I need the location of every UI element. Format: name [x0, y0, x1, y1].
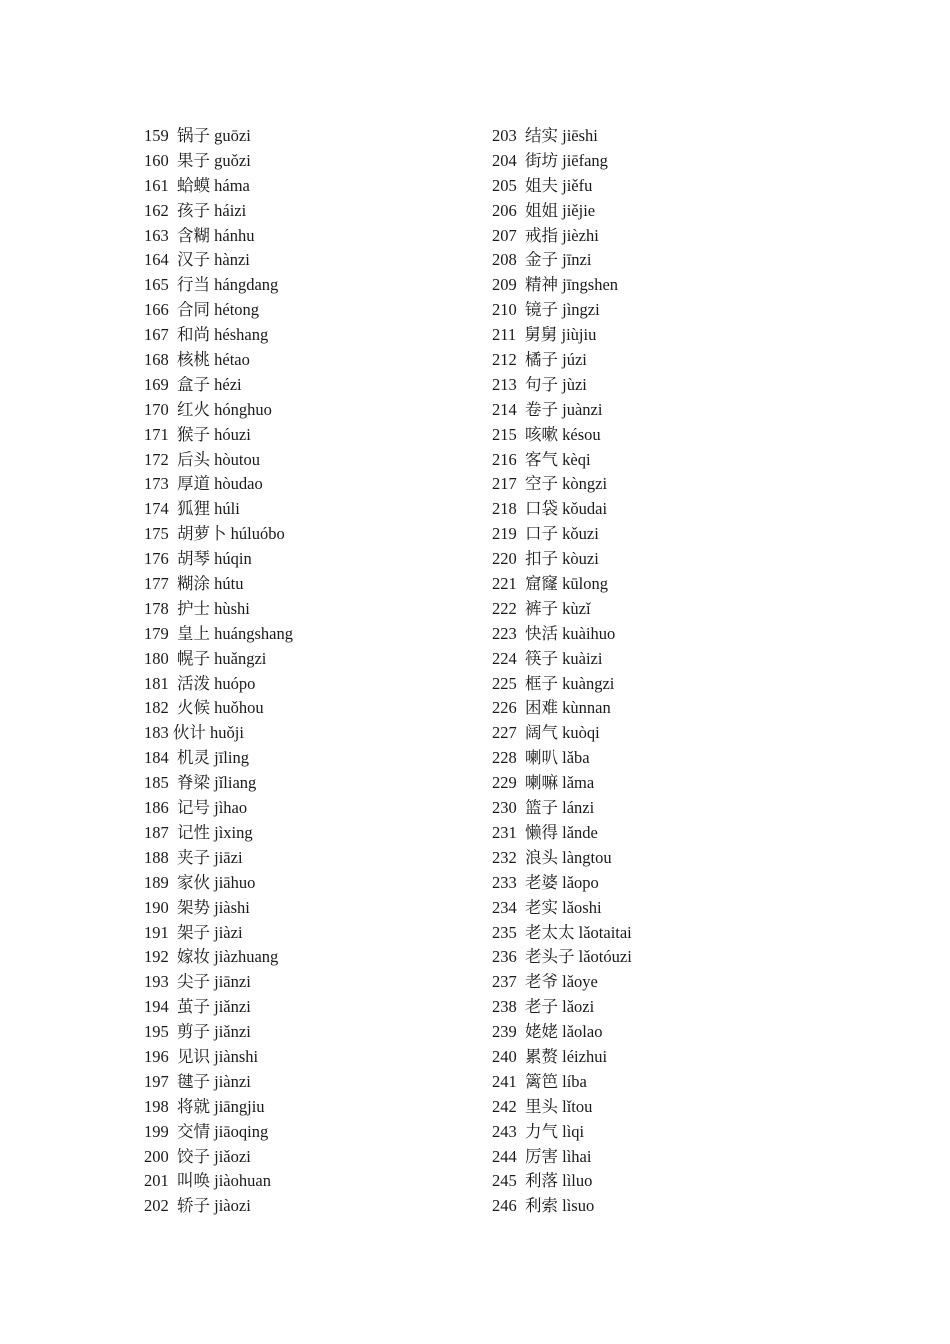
word-entry	[144, 622, 504, 647]
word-entry-text: 232 浪头 làngtou	[492, 847, 612, 867]
word-entry-text: 214 卷子 juànzi	[492, 399, 603, 419]
word-entry-text: 206 姐姐 jiějie	[492, 200, 596, 220]
word-entry-text: 241 篱笆 líba	[492, 1071, 587, 1091]
word-entry-text: 188 夹子 jiāzi	[144, 847, 243, 867]
word-entry	[144, 945, 504, 970]
word-entry	[492, 572, 852, 597]
word-entry-text: 224 筷子 kuàizi	[492, 648, 603, 668]
word-entry	[144, 647, 504, 672]
word-entry-text: 175 胡萝卜 húluóbo	[144, 524, 285, 544]
word-entry-text: 237 老爷 lǎoye	[492, 972, 598, 992]
word-entry	[144, 1169, 504, 1194]
word-entry-text: 223 快活 kuàihuo	[492, 623, 616, 643]
word-entry	[144, 472, 504, 497]
left-word-column	[144, 124, 504, 1219]
word-entry-text: 209 精神 jīngshen	[492, 275, 619, 295]
word-entry-text: 216 客气 kèqi	[492, 449, 591, 469]
word-entry	[144, 348, 504, 373]
word-entry-text: 225 框子 kuàngzi	[492, 673, 615, 693]
word-entry-text: 162 孩子 háizi	[144, 200, 247, 220]
word-entry	[144, 572, 504, 597]
word-entry-text: 167 和尚 héshang	[144, 325, 269, 345]
word-entry-text: 211 舅舅 jiùjiu	[492, 325, 597, 345]
word-entry	[492, 970, 852, 995]
word-entry	[492, 124, 852, 149]
word-entry	[144, 1095, 504, 1120]
word-entry-text: 218 口袋 kǒudai	[492, 499, 608, 519]
word-entry	[492, 1169, 852, 1194]
word-entry-text: 187 记性 jìxing	[144, 822, 253, 842]
word-entry-text: 227 阔气 kuòqi	[492, 723, 600, 743]
word-entry-text: 184 机灵 jīling	[144, 748, 249, 768]
word-entry-text: 244 厉害 lìhai	[492, 1146, 592, 1166]
word-entry-text: 171 猴子 hóuzi	[144, 424, 251, 444]
word-entry-text: 177 糊涂 hútu	[144, 574, 244, 594]
word-entry	[492, 1194, 852, 1219]
word-entry	[144, 373, 504, 398]
word-entry-text: 165 行当 hángdang	[144, 275, 279, 295]
word-entry	[144, 796, 504, 821]
word-entry-text: 207 戒指 jièzhi	[492, 225, 599, 245]
word-entry-text: 185 脊梁 jǐliang	[144, 773, 257, 793]
word-entry-text: 203 结实 jiēshi	[492, 126, 598, 145]
word-entry-text: 178 护士 hùshi	[144, 598, 250, 618]
word-entry	[492, 199, 852, 224]
word-entry	[144, 696, 504, 721]
word-entry	[492, 149, 852, 174]
word-entry	[492, 1070, 852, 1095]
word-entry	[492, 896, 852, 921]
word-entry	[144, 771, 504, 796]
word-entry	[144, 871, 504, 896]
word-entry-text: 195 剪子 jiǎnzi	[144, 1022, 251, 1042]
word-entry-text: 202 轿子 jiàozi	[144, 1196, 251, 1216]
word-entry-text: 172 后头 hòutou	[144, 449, 260, 469]
word-entry-text: 179 皇上 huángshang	[144, 623, 293, 643]
word-entry-text: 221 窟窿 kūlong	[492, 574, 608, 594]
word-entry-text: 181 活泼 huópo	[144, 673, 256, 693]
word-entry-text: 215 咳嗽 késou	[492, 424, 601, 444]
word-entry	[144, 672, 504, 697]
word-entry	[492, 622, 852, 647]
word-entry-text: 212 橘子 júzi	[492, 350, 587, 370]
word-entry-text: 243 力气 lìqi	[492, 1121, 585, 1141]
word-entry-text: 180 幌子 huǎngzi	[144, 648, 267, 668]
word-entry	[492, 547, 852, 572]
word-entry	[492, 771, 852, 796]
word-entry	[144, 746, 504, 771]
word-entry	[144, 547, 504, 572]
word-entry	[492, 348, 852, 373]
word-entry	[492, 597, 852, 622]
word-entry	[144, 423, 504, 448]
word-entry-text: 231 懒得 lǎnde	[492, 822, 598, 842]
word-entry	[492, 647, 852, 672]
word-entry	[492, 796, 852, 821]
word-entry-text: 159 锅子 guōzi	[144, 126, 251, 145]
word-entry	[492, 746, 852, 771]
word-entry-text: 200 饺子 jiǎozi	[144, 1146, 251, 1166]
word-entry-text: 234 老实 lǎoshi	[492, 897, 602, 917]
word-entry	[144, 398, 504, 423]
word-entry	[144, 921, 504, 946]
word-entry	[492, 497, 852, 522]
word-entry	[144, 1045, 504, 1070]
word-entry	[492, 921, 852, 946]
word-entry	[492, 174, 852, 199]
word-entry	[144, 846, 504, 871]
word-entry	[492, 1145, 852, 1170]
word-entry-text: 174 狐狸 húli	[144, 499, 240, 519]
word-entry-text: 170 红火 hónghuo	[144, 399, 272, 419]
word-entry	[492, 721, 852, 746]
word-entry-text: 196 见识 jiànshi	[144, 1046, 259, 1066]
word-entry-text: 205 姐夫 jiěfu	[492, 175, 593, 195]
word-entry	[144, 497, 504, 522]
word-entry	[144, 721, 504, 746]
word-entry-text: 183 伙计 huǒji	[144, 723, 244, 743]
word-entry-text: 163 含糊 hánhu	[144, 225, 255, 245]
word-entry	[492, 398, 852, 423]
word-entry	[144, 174, 504, 199]
right-word-column	[492, 124, 852, 1219]
word-entry-text: 191 架子 jiàzi	[144, 922, 243, 942]
word-entry-text: 189 家伙 jiāhuo	[144, 872, 256, 892]
word-entry	[492, 323, 852, 348]
word-entry-text: 210 镜子 jìngzi	[492, 300, 600, 320]
word-entry-text: 198 将就 jiāngjiu	[144, 1096, 265, 1116]
word-entry-text: 182 火候 huǒhou	[144, 698, 264, 718]
word-entry	[492, 298, 852, 323]
word-entry	[492, 846, 852, 871]
word-entry-text: 176 胡琴 húqin	[144, 549, 252, 569]
word-entry-text: 190 架势 jiàshi	[144, 897, 250, 917]
word-entry	[144, 896, 504, 921]
word-entry	[492, 821, 852, 846]
word-entry-text: 245 利落 lìluo	[492, 1171, 593, 1191]
word-entry	[492, 423, 852, 448]
word-entry-text: 166 合同 hétong	[144, 300, 260, 320]
word-entry	[492, 1095, 852, 1120]
word-entry	[492, 248, 852, 273]
word-entry-text: 201 叫唤 jiàohuan	[144, 1171, 271, 1191]
word-entry-text: 197 毽子 jiànzi	[144, 1071, 251, 1091]
word-entry	[144, 821, 504, 846]
word-entry	[144, 149, 504, 174]
word-entry-text: 204 街坊 jiēfang	[492, 150, 608, 170]
word-entry-text: 199 交情 jiāoqing	[144, 1121, 269, 1141]
word-entry	[492, 1020, 852, 1045]
word-entry	[492, 522, 852, 547]
word-entry	[144, 1070, 504, 1095]
word-entry-text: 194 茧子 jiǎnzi	[144, 997, 251, 1017]
word-entry-text: 219 口子 kǒuzi	[492, 524, 599, 544]
word-entry	[492, 945, 852, 970]
word-entry-text: 161 蛤蟆 háma	[144, 175, 250, 195]
word-entry-text: 236 老头子 lǎotóuzi	[492, 947, 632, 967]
word-entry	[492, 373, 852, 398]
word-entry	[144, 522, 504, 547]
word-entry-text: 228 喇叭 lǎba	[492, 748, 590, 768]
word-entry-text: 193 尖子 jiānzi	[144, 972, 251, 992]
word-entry-text: 169 盒子 hézi	[144, 374, 242, 394]
word-entry-text: 229 喇嘛 lǎma	[492, 773, 595, 793]
word-entry	[492, 1120, 852, 1145]
word-entry-text: 186 记号 jìhao	[144, 798, 248, 818]
word-entry-text: 226 困难 kùnnan	[492, 698, 611, 718]
word-entry-text: 168 核桃 hétao	[144, 350, 250, 370]
word-entry-text: 235 老太太 lǎotaitai	[492, 922, 632, 942]
word-entry-text: 222 裤子 kùzǐ	[492, 598, 591, 618]
word-entry	[492, 448, 852, 473]
word-entry-text: 230 篮子 lánzi	[492, 798, 595, 818]
word-entry-text: 213 句子 jùzi	[492, 374, 587, 394]
word-entry-text: 242 里头 lǐtou	[492, 1096, 593, 1116]
word-entry	[492, 995, 852, 1020]
word-entry	[144, 224, 504, 249]
word-entry-text: 192 嫁妆 jiàzhuang	[144, 947, 279, 967]
word-entry-text: 238 老子 lǎozi	[492, 997, 595, 1017]
word-entry-text: 173 厚道 hòudao	[144, 474, 263, 494]
word-entry-text: 160 果子 guǒzi	[144, 150, 251, 170]
word-entry-text: 208 金子 jīnzi	[492, 250, 592, 270]
word-entry	[492, 1045, 852, 1070]
word-entry	[492, 273, 852, 298]
word-entry	[492, 224, 852, 249]
word-entry-text: 246 利索 lìsuo	[492, 1196, 595, 1216]
word-entry	[144, 597, 504, 622]
word-entry	[144, 199, 504, 224]
word-entry-text: 239 姥姥 lǎolao	[492, 1022, 603, 1042]
word-entry	[144, 1194, 504, 1219]
word-entry	[492, 696, 852, 721]
word-entry	[144, 1120, 504, 1145]
word-entry	[144, 323, 504, 348]
word-entry	[144, 124, 504, 149]
word-entry	[144, 298, 504, 323]
word-entry	[144, 1020, 504, 1045]
word-entry	[492, 472, 852, 497]
word-entry-text: 233 老婆 lǎopo	[492, 872, 599, 892]
word-entry-text: 164 汉子 hànzi	[144, 250, 250, 270]
word-entry	[144, 448, 504, 473]
word-entry	[144, 248, 504, 273]
word-entry	[144, 995, 504, 1020]
word-entry-text: 240 累赘 léizhui	[492, 1046, 608, 1066]
word-entry-text: 220 扣子 kòuzi	[492, 549, 599, 569]
word-entry	[492, 871, 852, 896]
word-entry	[144, 970, 504, 995]
word-entry	[144, 1145, 504, 1170]
word-entry-text: 217 空子 kòngzi	[492, 474, 608, 494]
word-entry	[492, 672, 852, 697]
word-entry	[144, 273, 504, 298]
